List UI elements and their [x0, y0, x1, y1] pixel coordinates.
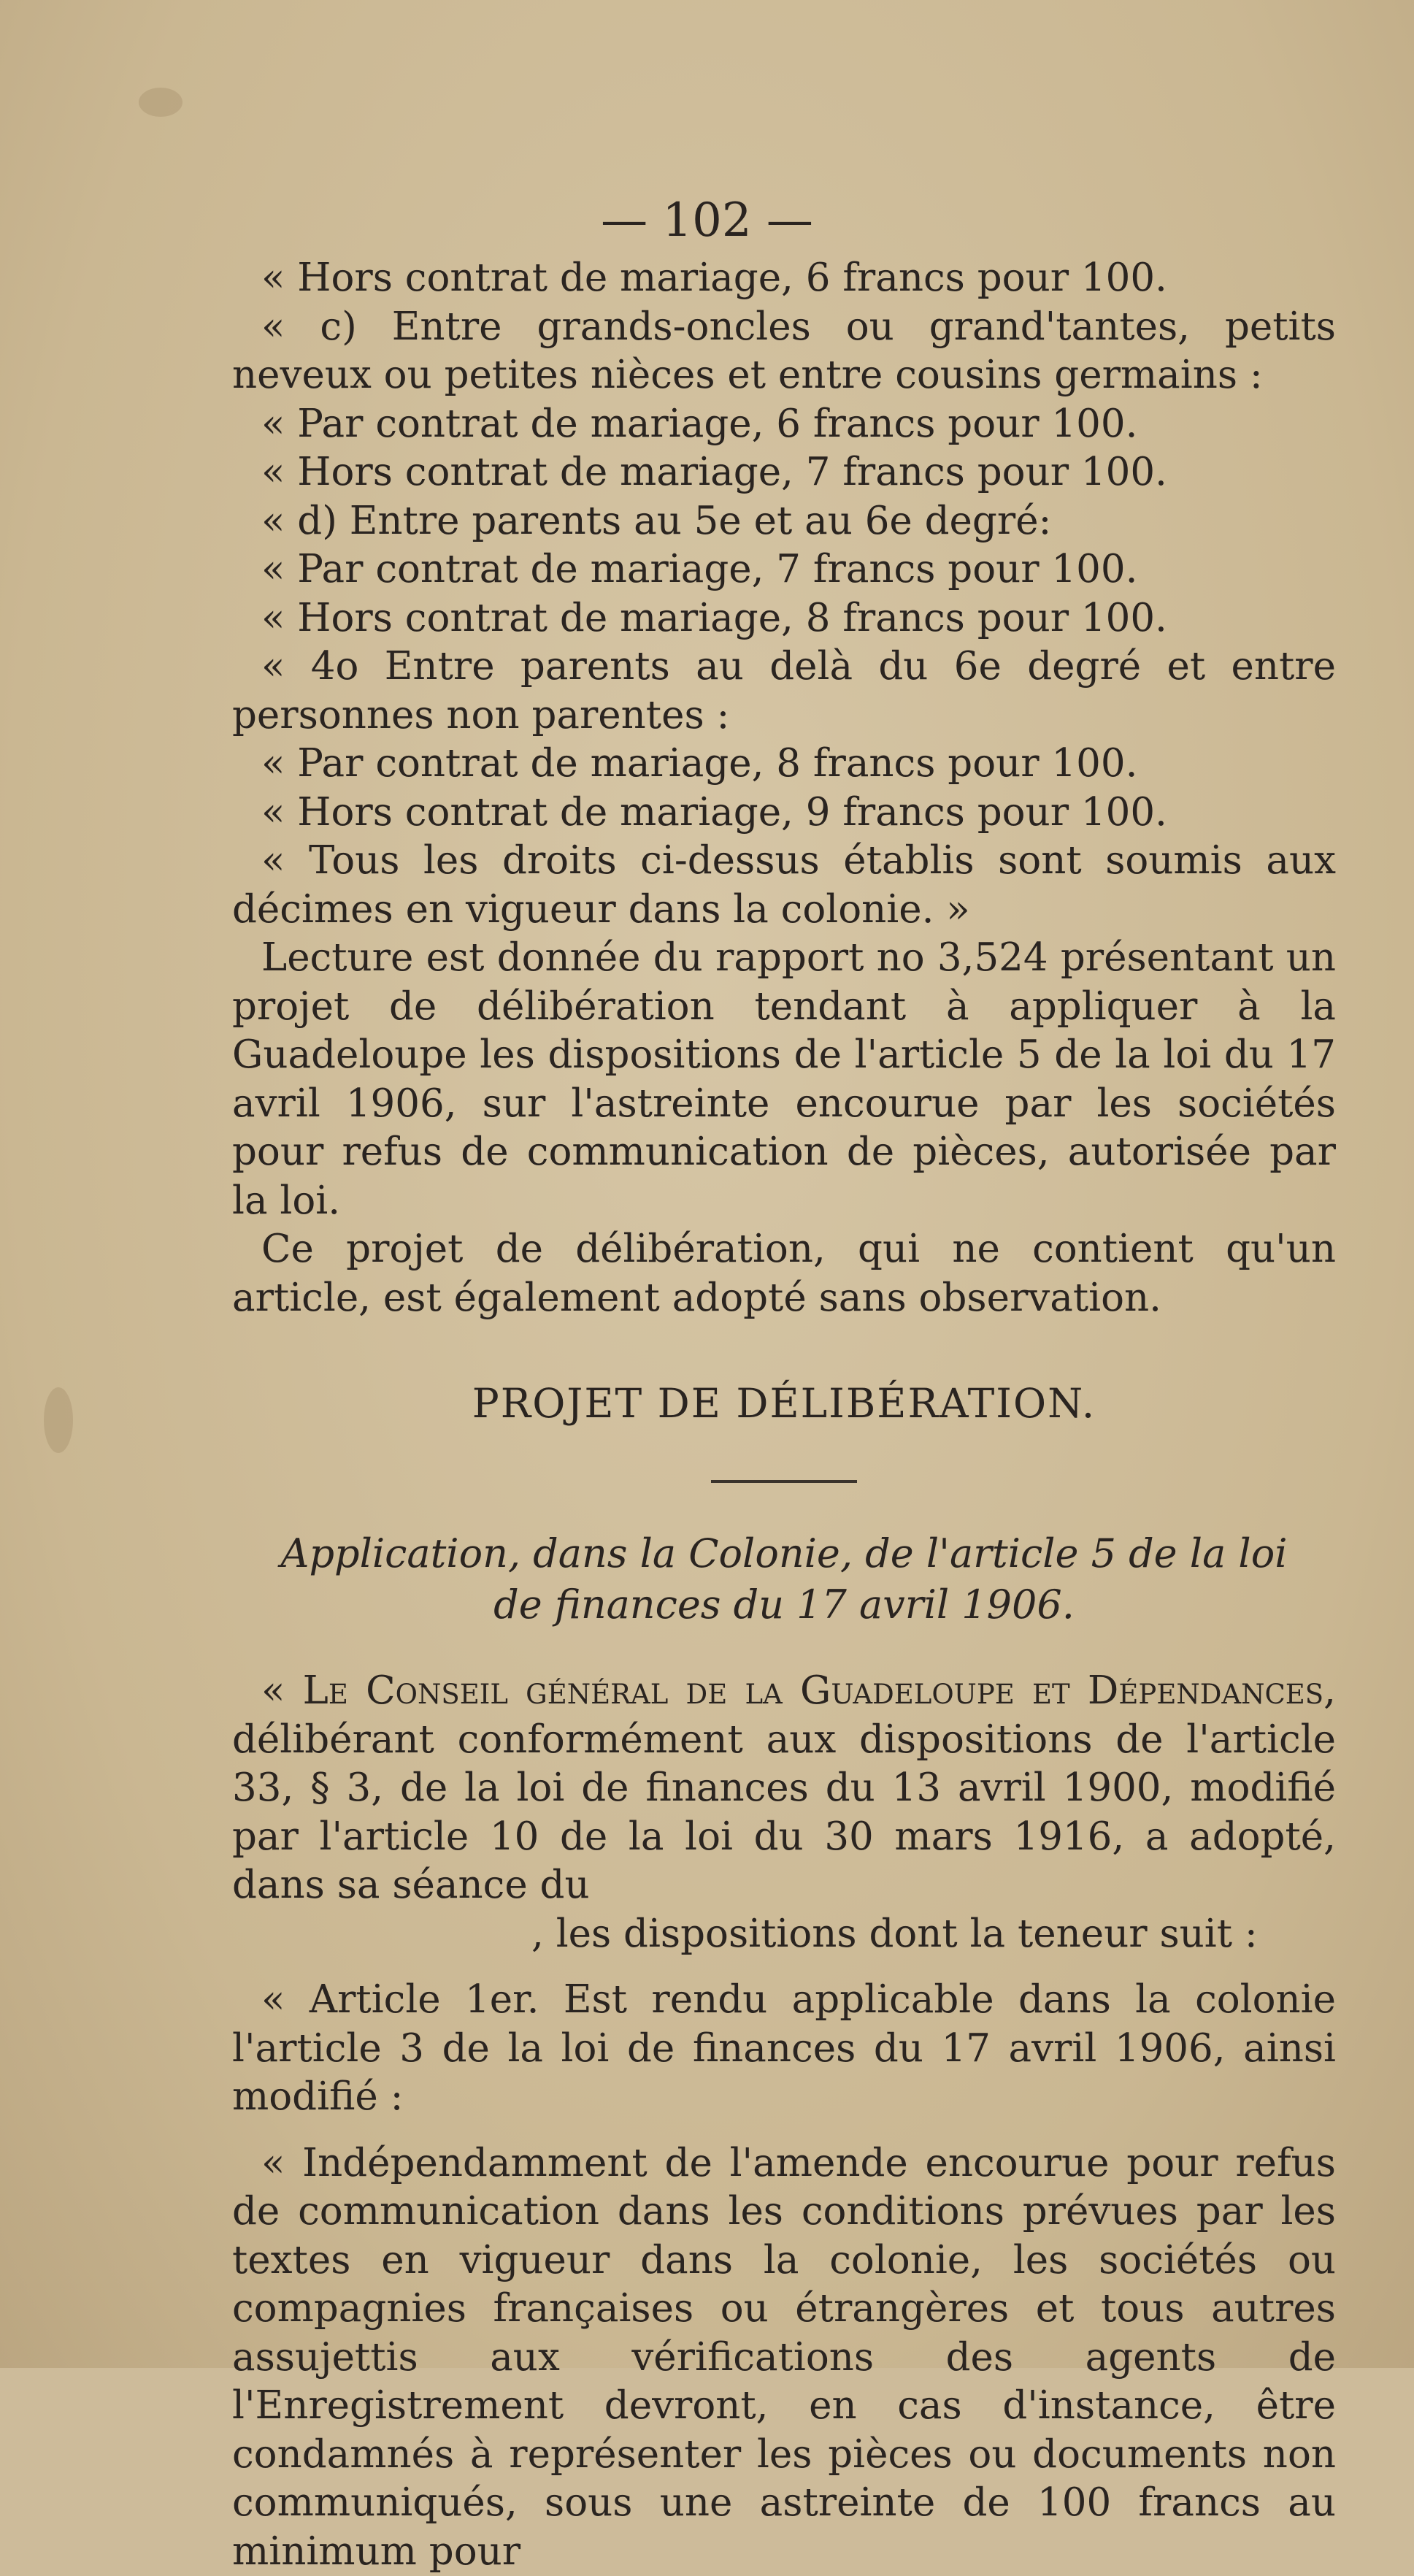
section-title: PROJET DE DÉLIBÉRATION. — [232, 1378, 1336, 1429]
subtitle-line: de finances du 17 avril 1906. — [232, 1579, 1336, 1630]
paragraph: « Hors contrat de mariage, 6 francs pour 100. — [232, 254, 1336, 303]
paragraph: Lecture est donnée du rapport no 3,524 présentant un projet de délibération tendant à appliquer à la Guadeloupe les dispositions de l'article 5 de la loi du 17 avril 1906, sur l'astreinte encourue par les sociétés pour refus de communication de pièces, autorisée par la loi. — [232, 934, 1336, 1225]
paragraph: « c) Entre grands-oncles ou grand'tantes, petits neveux ou petites nièces et entre cousins germains : — [232, 303, 1336, 400]
paragraph: , les dispositions dont la teneur suit : — [232, 1910, 1336, 1959]
paragraph: « Hors contrat de mariage, 9 francs pour 100. — [232, 789, 1336, 837]
page-number: — 102 — — [0, 191, 1414, 250]
paragraph: « 4o Entre parents au delà du 6e degré et entre personnes non parentes : — [232, 643, 1336, 740]
paragraph: « Par contrat de mariage, 7 francs pour 100. — [232, 545, 1336, 594]
paragraph: « Tous les droits ci-dessus établis sont soumis aux décimes en vigueur dans la colonie. » — [232, 837, 1336, 934]
spacer — [232, 2122, 1336, 2139]
stain — [44, 1387, 73, 1453]
paragraph: « Par contrat de mariage, 6 francs pour 100. — [232, 400, 1336, 449]
paragraph: « Hors contrat de mariage, 7 francs pour 100. — [232, 448, 1336, 497]
subtitle — [232, 1528, 1336, 1630]
conseil-text: délibérant conformément aux dispositions de l'article 33, § 3, de la loi de finances du 13 avril 1900, modifié par l'article 10 de la loi du 30 mars 1916, a adopté, dans sa séance du — [232, 1717, 1336, 1908]
paragraph: « Indépendamment de l'amende encourue pour refus de communication dans les conditions prévues par les textes en vigueur dans la colonie, les sociétés ou compagnies françaises ou étrangères et tous autres assujettis aux vérifications des agents de l'Enregistrement devront, en cas d'instance, être condamnés à représenter les pièces ou documents non communiqués, sous une astreinte de 100 francs au minimum pour — [232, 2139, 1336, 2576]
divider — [711, 1480, 857, 1483]
paragraph: « d) Entre parents au 5e et au 6e degré: — [232, 497, 1336, 546]
subtitle-line: Application, dans la Colonie, de l'article 5 de la loi — [232, 1528, 1336, 1579]
paragraph: « Article 1er. Est rendu applicable dans la colonie l'article 3 de la loi de finances du 17 avril 1906, ainsi modifié : — [232, 1976, 1336, 2122]
paragraph — [232, 1667, 1336, 1910]
paragraph: « Par contrat de mariage, 8 francs pour 100. — [232, 740, 1336, 789]
spacer — [232, 1958, 1336, 1976]
conseil-intro: « Le Conseil général de la Guadeloupe et Dépendances, — [261, 1668, 1336, 1713]
document-body — [232, 254, 1336, 2576]
paragraph: Ce projet de délibération, qui ne contient qu'un article, est également adopté sans observation. — [232, 1225, 1336, 1322]
stain — [139, 88, 182, 117]
paragraph: « Hors contrat de mariage, 8 francs pour 100. — [232, 594, 1336, 643]
